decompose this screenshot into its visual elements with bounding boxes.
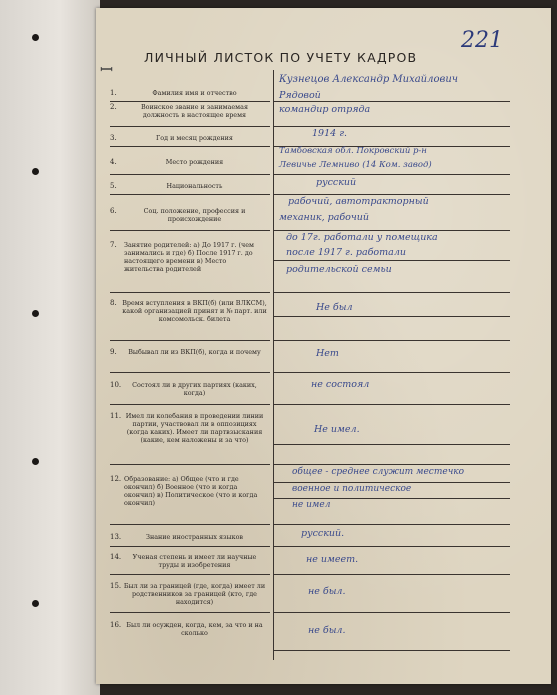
answer-line [274, 372, 510, 373]
row-separator [110, 546, 270, 547]
row-number: 12. [110, 475, 122, 483]
answer-line [274, 340, 510, 341]
row-answer: Тамбовская обл. Покровский р-н [279, 146, 427, 156]
row-answer: общее - среднее служит местечко [292, 467, 465, 477]
row-label: Занятие родителей: а) До 1917 г. (чем занимались и где) б) После 1917 г. до настоящего времени в) Место жительства родителей [124, 241, 255, 273]
row-answer: Нет [316, 348, 339, 359]
punch-hole [32, 34, 39, 41]
row-answer: не был. [308, 586, 346, 597]
answer-line [274, 194, 510, 195]
row-number: 9. [110, 348, 117, 356]
row-label: Фамилия имя и отчество [152, 89, 237, 97]
row-answer: не состоял [311, 379, 370, 390]
row-answer: командир отряда [279, 104, 371, 115]
row-number: 5. [110, 182, 117, 190]
row-separator [110, 101, 270, 102]
row-label: Знание иностранных языков [145, 533, 244, 541]
row-answer: механик, рабочий [279, 212, 370, 223]
row-answer: не был. [308, 625, 346, 636]
row-separator [110, 126, 270, 127]
row-separator [110, 146, 270, 147]
row-number: 15. [110, 582, 122, 590]
row-label: Год и месяц рождения [156, 134, 233, 142]
row-separator [110, 174, 270, 175]
row-separator [110, 230, 270, 231]
row-separator [110, 340, 270, 341]
answer-line [274, 174, 510, 175]
answer-line [274, 230, 510, 231]
row-separator [110, 464, 270, 465]
row-number: 10. [110, 381, 122, 389]
row-number: 7. [110, 241, 117, 249]
row-label: Состоял ли в других партиях (каких, когда) [132, 381, 257, 397]
row-label: Соц. положение, профессия и происхождение [143, 207, 246, 223]
document-sheet [96, 8, 551, 684]
row-answer: русский. [301, 528, 345, 539]
row-label: Воинское звание и занимаемая должность в настоящее время [140, 103, 248, 119]
row-label: Был ли осужден, когда, кем, за что и на сколько [126, 621, 263, 637]
answer-line [274, 316, 510, 317]
row-answer: не имел [292, 500, 331, 510]
row-separator [110, 372, 270, 373]
column-divider [273, 70, 274, 660]
answer-line [274, 260, 510, 261]
answer-line [274, 292, 510, 293]
form-title: ЛИЧНЫЙ ЛИСТОК ПО УЧЕТУ КАДРОВ [144, 50, 418, 65]
row-label: Национальность [166, 182, 223, 190]
row-label: Место рождения [165, 158, 224, 166]
row-number: 1. [110, 89, 117, 97]
answer-line [274, 524, 510, 525]
row-label: Имел ли колебания в проведении линии партии, участвовал ли в оппозициях (когда каких). Имеет ли партвзыскания (какие, кем наложены и за что) [125, 412, 264, 444]
row-number: 6. [110, 207, 117, 215]
row-separator [110, 574, 270, 575]
row-label: Время вступления в ВКП(б) (или ВЛКСМ), какой организацией принят и № парт. или комсомольск. билета [122, 299, 267, 323]
row-answer: Левичье Лемниво (14 Ком. завод) [279, 160, 432, 170]
row-number: 2. [110, 103, 117, 111]
answer-line [274, 546, 510, 547]
row-label: Ученая степень и имеет ли научные труды и изобретения [132, 553, 257, 569]
row-number: 3. [110, 134, 117, 142]
row-answer: после 1917 г. работали [286, 247, 406, 258]
row-separator [110, 524, 270, 525]
row-answer: не имеет. [306, 554, 359, 565]
punch-hole [32, 310, 39, 317]
row-answer: военное и политическое [292, 484, 412, 494]
row-number: 13. [110, 533, 122, 541]
answer-line [274, 444, 510, 445]
punch-hole [32, 168, 39, 175]
row-number: 14. [110, 553, 122, 561]
answer-line [274, 498, 510, 499]
answer-line [274, 404, 510, 405]
answer-line [274, 574, 510, 575]
answer-line [274, 101, 510, 102]
row-label: Выбывал ли из ВКП(б), когда и почему [128, 348, 261, 356]
row-answer: родительской семьи [286, 264, 392, 275]
row-separator [110, 292, 270, 293]
row-number: 8. [110, 299, 117, 307]
answer-line [274, 482, 510, 483]
row-separator [110, 404, 270, 405]
answer-line [274, 612, 510, 613]
punch-hole [32, 600, 39, 607]
pencil-mark-icon: ꟷ [100, 60, 114, 79]
row-answer: русский [316, 177, 357, 188]
row-separator [110, 194, 270, 195]
row-separator [110, 612, 270, 613]
row-answer: до 17г. работали у помещика [286, 232, 438, 243]
row-label: Был ли за границей (где, когда) имеет ли родственников за границей (кто, где находится) [123, 582, 266, 606]
row-answer: Не был [316, 302, 353, 313]
answer-line [274, 126, 510, 127]
answer-line [274, 650, 510, 651]
row-number: 4. [110, 158, 117, 166]
binder-strip [0, 0, 100, 695]
row-answer: Рядовой [279, 90, 321, 101]
row-number: 16. [110, 621, 122, 629]
row-answer: Кузнецов Александр Михайлович [279, 74, 458, 85]
row-answer: 1914 г. [312, 128, 348, 139]
page-number: 221 [461, 28, 503, 53]
row-answer: рабочий, автотракторный [288, 196, 429, 207]
row-label: Образование: а) Общее (что и где окончил) б) Военное (что и когда окончил) в) Политическое (что и когда окончил) [124, 475, 258, 507]
punch-hole [32, 458, 39, 465]
row-answer: Не имел. [314, 424, 360, 435]
answer-line [274, 464, 510, 465]
row-number: 11. [110, 412, 122, 420]
